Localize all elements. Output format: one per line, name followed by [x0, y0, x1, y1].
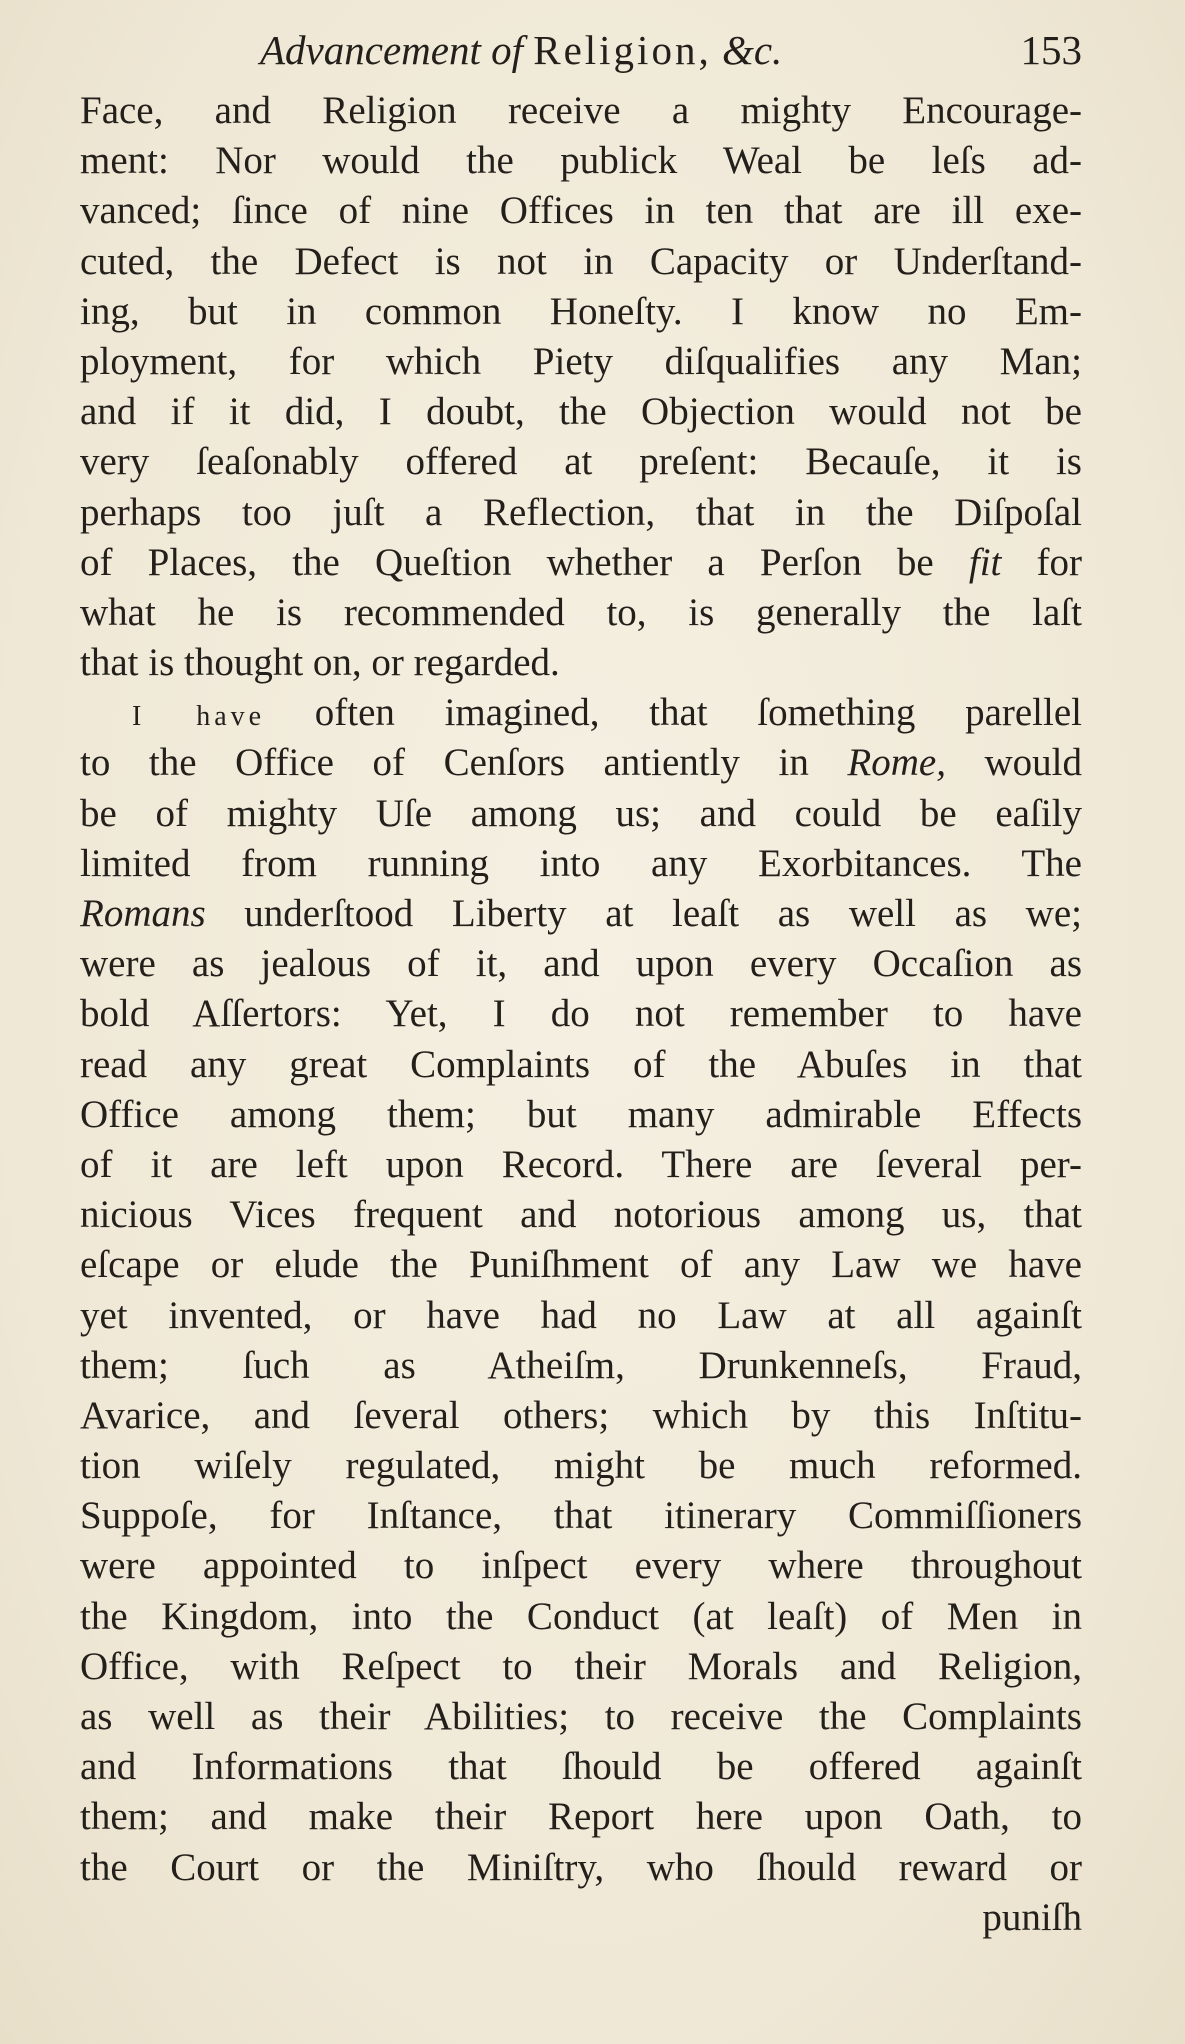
text-line: Suppoſe, for Inſtance, that itinerary Commiſſioners — [80, 1494, 1082, 1538]
line-text: for — [1036, 540, 1082, 584]
text-line: the Kingdom, into the Conduct (at leaſt) of Men in — [80, 1594, 1082, 1638]
text-line: tion wiſely regulated, might be much reformed. — [80, 1444, 1082, 1488]
body-text — [80, 86, 1082, 1943]
line-text: underſtood Liberty at leaſt as well as we; — [244, 892, 1082, 935]
text-line: vanced; ſince of nine Offices in ten that are ill exe- — [80, 189, 1082, 233]
running-head — [260, 22, 782, 78]
text-line: eſcape or elude the Puniſhment of any Law we have — [80, 1243, 1082, 1287]
text-line: ployment, for which Piety diſqualifies any Man; — [80, 339, 1082, 383]
text-line — [80, 738, 1082, 788]
text-line: be of mighty Uſe among us; and could be eaſily — [80, 791, 1082, 835]
line-text: often imagined, that ſomething parellel — [314, 691, 1082, 735]
text-line — [80, 688, 1082, 738]
line-text: of Places, the Queſtion whether a Perſon be — [80, 540, 934, 584]
text-line: ing, but in common Honeſty. I know no Em- — [80, 289, 1082, 333]
text-line: Office among them; but many admirable Effects — [80, 1092, 1082, 1136]
text-line: of it are left upon Record. There are ſeveral per- — [80, 1142, 1082, 1186]
catchword: puniſh — [982, 1895, 1082, 1939]
text-line: and if it did, I doubt, the Objection would not be — [80, 390, 1082, 434]
text-line: nicious Vices frequent and notorious among us, that — [80, 1193, 1082, 1237]
text-line: perhaps too juſt a Reflection, that in the Diſpoſal — [80, 490, 1082, 534]
italic-word: fit — [968, 540, 1002, 584]
text-line: Office, with Reſpect to their Morals and Religion, — [80, 1644, 1082, 1688]
text-line — [80, 889, 1082, 939]
text-line: cuted, the Defect is not in Capacity or Underſtand- — [80, 239, 1082, 283]
text-line: as well as their Abilities; to receive the Complaints — [80, 1695, 1082, 1738]
text-line: what he is recommended to, is generally the laſt — [80, 590, 1082, 634]
text-line: were as jealous of it, and upon every Occaſion as — [80, 942, 1082, 986]
text-line: and Informations that ſhould be offered againſt — [80, 1745, 1082, 1789]
running-head-caps: Religion, — [533, 27, 712, 73]
text-line: were appointed to inſpect every where throughout — [80, 1544, 1082, 1588]
text-line: them; ſuch as Atheiſm, Drunkenneſs, Fraud, — [80, 1343, 1082, 1387]
line-text: to the Office of Cenſors antiently in — [80, 741, 809, 785]
page-number: 153 — [1020, 27, 1082, 73]
text-line: ment: Nor would the publick Weal be leſs ad- — [80, 139, 1082, 183]
text-line: them; and make their Report here upon Oath, to — [80, 1795, 1082, 1839]
text-line: read any great Complaints of the Abuſes in that — [80, 1042, 1082, 1086]
running-head-etc: &c. — [721, 27, 783, 73]
page-header — [80, 22, 1082, 78]
text-line: yet invented, or have had no Law at all againſt — [80, 1293, 1082, 1337]
italic-word: Rome, — [847, 741, 946, 785]
text-line: Avarice, and ſeveral others; which by this Inſtitu- — [80, 1393, 1082, 1437]
text-line: Face, and Religion receive a mighty Encourage- — [80, 89, 1082, 132]
text-line: that is thought on, or regarded. — [80, 641, 560, 685]
text-line: limited from running into any Exorbitances. The — [80, 841, 1082, 885]
text-line — [80, 538, 1082, 588]
text-line: very ſeaſonably offered at preſent: Becauſe, it is — [80, 440, 1082, 484]
text-line: the Court or the Miniſtry, who ſhould reward or — [80, 1845, 1082, 1889]
running-head-italic: Advancement of — [260, 27, 523, 73]
small-caps-word: I have — [132, 701, 266, 733]
italic-word: Romans — [80, 892, 206, 935]
text-line: bold Aſſertors: Yet, I do not remember to have — [80, 992, 1082, 1036]
line-text: would — [984, 741, 1082, 785]
